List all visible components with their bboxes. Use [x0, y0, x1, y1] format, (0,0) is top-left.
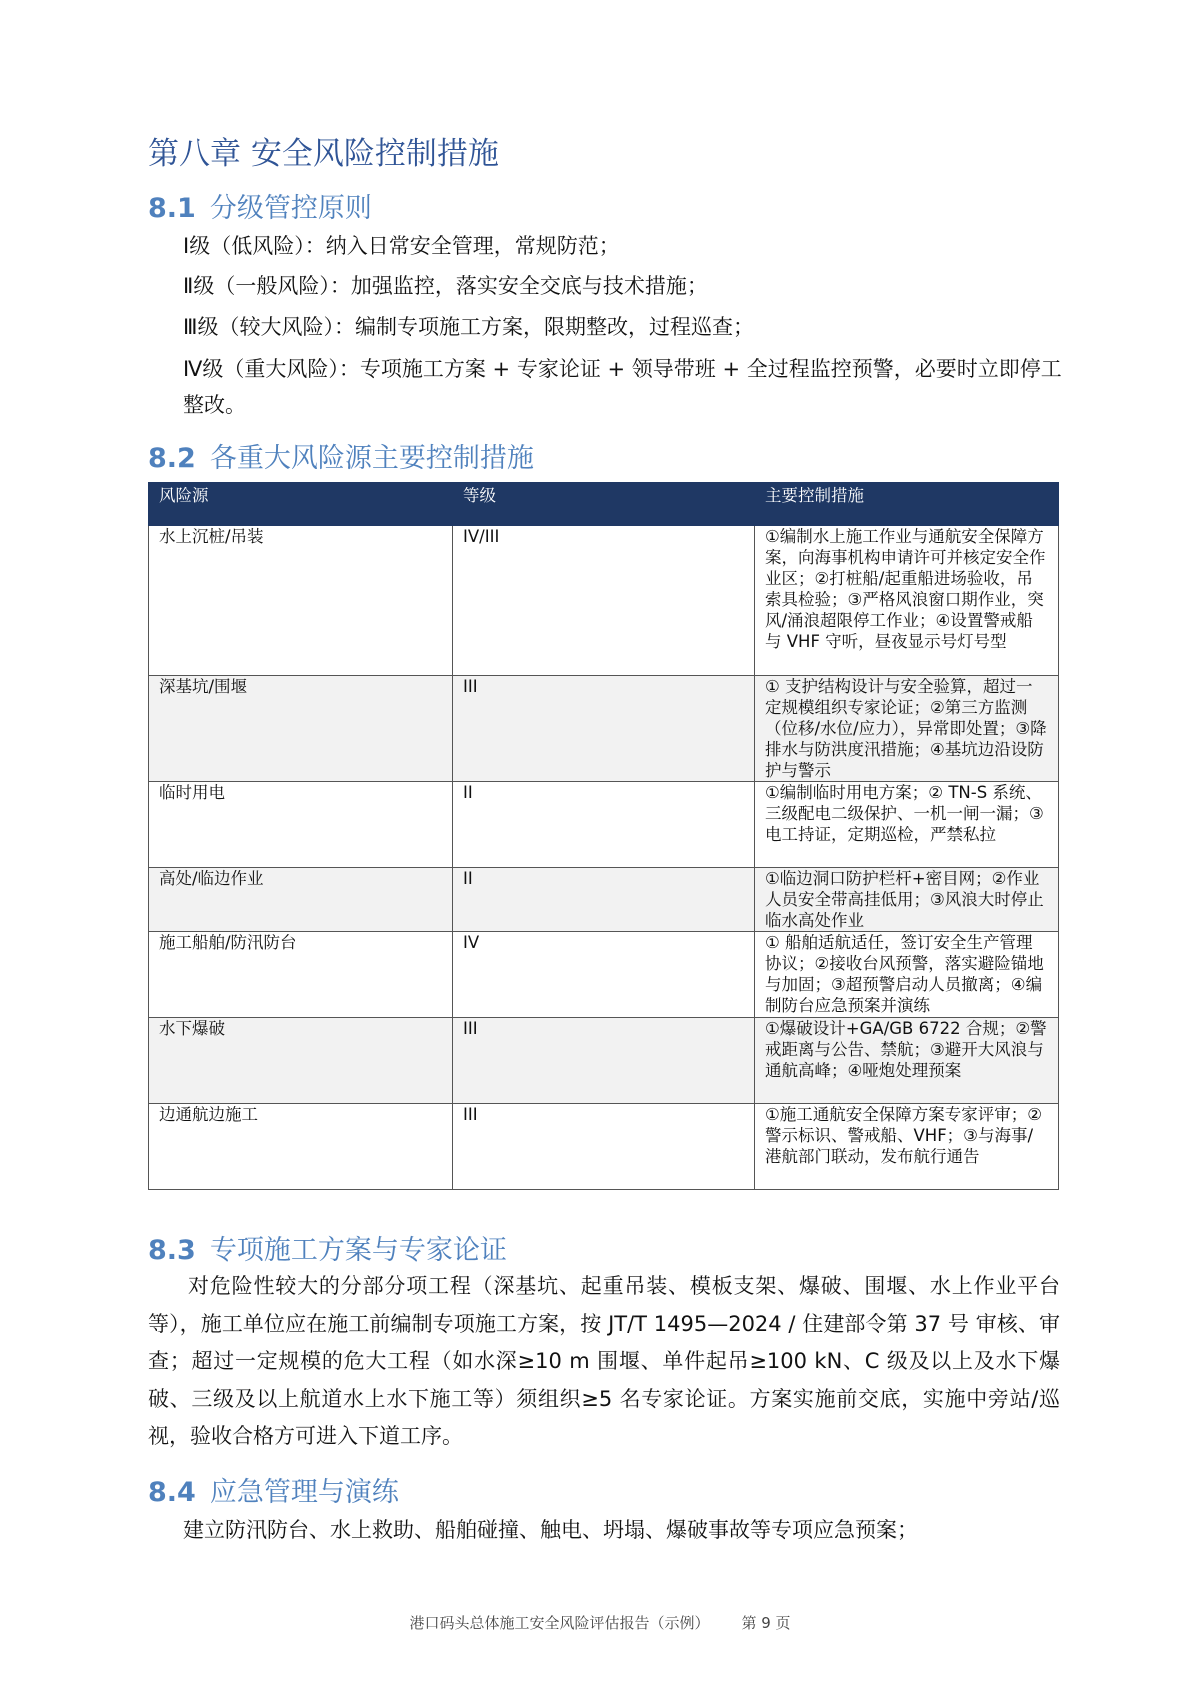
header-measures: 主要控制措施	[755, 483, 1059, 526]
cell-risk-source: 施工船舶/防汛防台	[149, 932, 453, 1018]
cell-risk-source: 临时用电	[149, 782, 453, 868]
cell-risk-source: 水下爆破	[149, 1018, 453, 1104]
risk-level-4: Ⅳ级（重大风险）：专项施工方案 + 专家论证 + 领导带班 + 全过程监控预警，必要时立即停工整改。	[183, 357, 1062, 417]
cell-measures: ①施工通航安全保障方案专家评审；②警示标识、警戒船、VHF；③与海事/港航部门联动，发布航行通告	[755, 1104, 1059, 1190]
section-number: 8.3	[148, 1235, 196, 1266]
table-row	[149, 1104, 1059, 1190]
section-title-text: 应急管理与演练	[209, 1477, 399, 1508]
section-heading-8-2	[148, 436, 534, 475]
table-row	[149, 932, 1059, 1018]
footer-page-number: 第 9 页	[741, 1614, 791, 1632]
header-level: 等级	[453, 483, 755, 526]
cell-measures: ① 支护结构设计与安全验算，超过一定规模组织专家论证；②第三方监测（位移/水位/应力），异常即处置；③降排水与防洪度汛措施；④基坑边沿设防护与警示	[755, 676, 1059, 782]
cell-level: III	[453, 1018, 755, 1104]
section-number: 8.2	[148, 443, 196, 474]
cell-level: III	[453, 1104, 755, 1190]
risk-level-2: Ⅱ级（一般风险）：加强监控，落实安全交底与技术措施；	[183, 274, 708, 298]
cell-level: III	[453, 676, 755, 782]
cell-measures: ①编制临时用电方案；② TN-S 系统、三级配电二级保护、一机一闸一漏；③电工持证，定期巡检，严禁私拉	[755, 782, 1059, 868]
table-row	[149, 782, 1059, 868]
section-8-3-paragraph: 对危险性较大的分部分项工程（深基坑、起重吊装、模板支架、爆破、围堰、水上作业平台等），施工单位应在施工前编制专项施工方案，按 JT/T 1495—2024 / 住建部令第 37 号 审核、审查；超过一定规模的危大工程（如水深≥10 m 围堰、单件起吊≥100 kN、C 级及以上及水下爆破、三级及以上航道水上水下施工等）须组织≥5 名专家论证。方案实施前交底，实施中旁站/巡视，验收合格方可进入下道工序。	[148, 1274, 1060, 1448]
cell-level: IV/III	[453, 526, 755, 676]
risk-level-3: Ⅲ级（较大风险）：编制专项施工方案，限期整改，过程巡查；	[183, 315, 754, 339]
section-title-text: 分级管控原则	[209, 193, 372, 224]
section-title-text: 专项施工方案与专家论证	[209, 1235, 507, 1266]
section-title-text: 各重大风险源主要控制措施	[209, 443, 534, 474]
cell-measures: ①爆破设计+GA/GB 6722 合规；②警戒距离与公告、禁航；③避开大风浪与通航高峰；④哑炮处理预案	[755, 1018, 1059, 1104]
table-row	[149, 526, 1059, 676]
table-header-row	[149, 483, 1059, 526]
header-risk-source: 风险源	[149, 483, 453, 526]
chapter-title: 第八章 安全风险控制措施	[148, 136, 499, 172]
section-number: 8.4	[148, 1477, 196, 1508]
page-footer	[0, 1612, 1200, 1633]
cell-level: IV	[453, 932, 755, 1018]
cell-risk-source: 边通航边施工	[149, 1104, 453, 1190]
cell-level: II	[453, 782, 755, 868]
cell-level: II	[453, 868, 755, 932]
section-heading-8-3	[148, 1228, 507, 1267]
table-row	[149, 1018, 1059, 1104]
cell-measures: ①编制水上施工作业与通航安全保障方案，向海事机构申请许可并核定安全作业区；②打桩船/起重船进场验收，吊索具检验；③严格风浪窗口期作业，突风/涌浪超限停工作业；④设置警戒船与 VHF 守听，昼夜显示号灯号型	[755, 526, 1059, 676]
cell-measures: ① 船舶适航适任，签订安全生产管理协议；②接收台风预警，落实避险锚地与加固；③超预警启动人员撤离；④编制防台应急预案并演练	[755, 932, 1059, 1018]
risk-level-1: Ⅰ级（低风险）：纳入日常安全管理，常规防范；	[183, 234, 620, 258]
cell-risk-source: 深基坑/围堰	[149, 676, 453, 782]
footer-report-title: 港口码头总体施工安全风险评估报告（示例）	[409, 1614, 710, 1632]
section-8-4-paragraph: 建立防汛防台、水上救助、船舶碰撞、触电、坍塌、爆破事故等专项应急预案；	[183, 1518, 918, 1542]
cell-measures: ①临边洞口防护栏杆+密目网；②作业人员安全带高挂低用；③风浪大时停止临水高处作业	[755, 868, 1059, 932]
table-row	[149, 676, 1059, 782]
table-row	[149, 868, 1059, 932]
section-number: 8.1	[148, 193, 196, 224]
cell-risk-source: 高处/临边作业	[149, 868, 453, 932]
section-heading-8-1	[148, 186, 372, 225]
cell-risk-source: 水上沉桩/吊装	[149, 526, 453, 676]
section-heading-8-4	[148, 1470, 399, 1509]
risk-control-table	[148, 482, 1059, 1190]
